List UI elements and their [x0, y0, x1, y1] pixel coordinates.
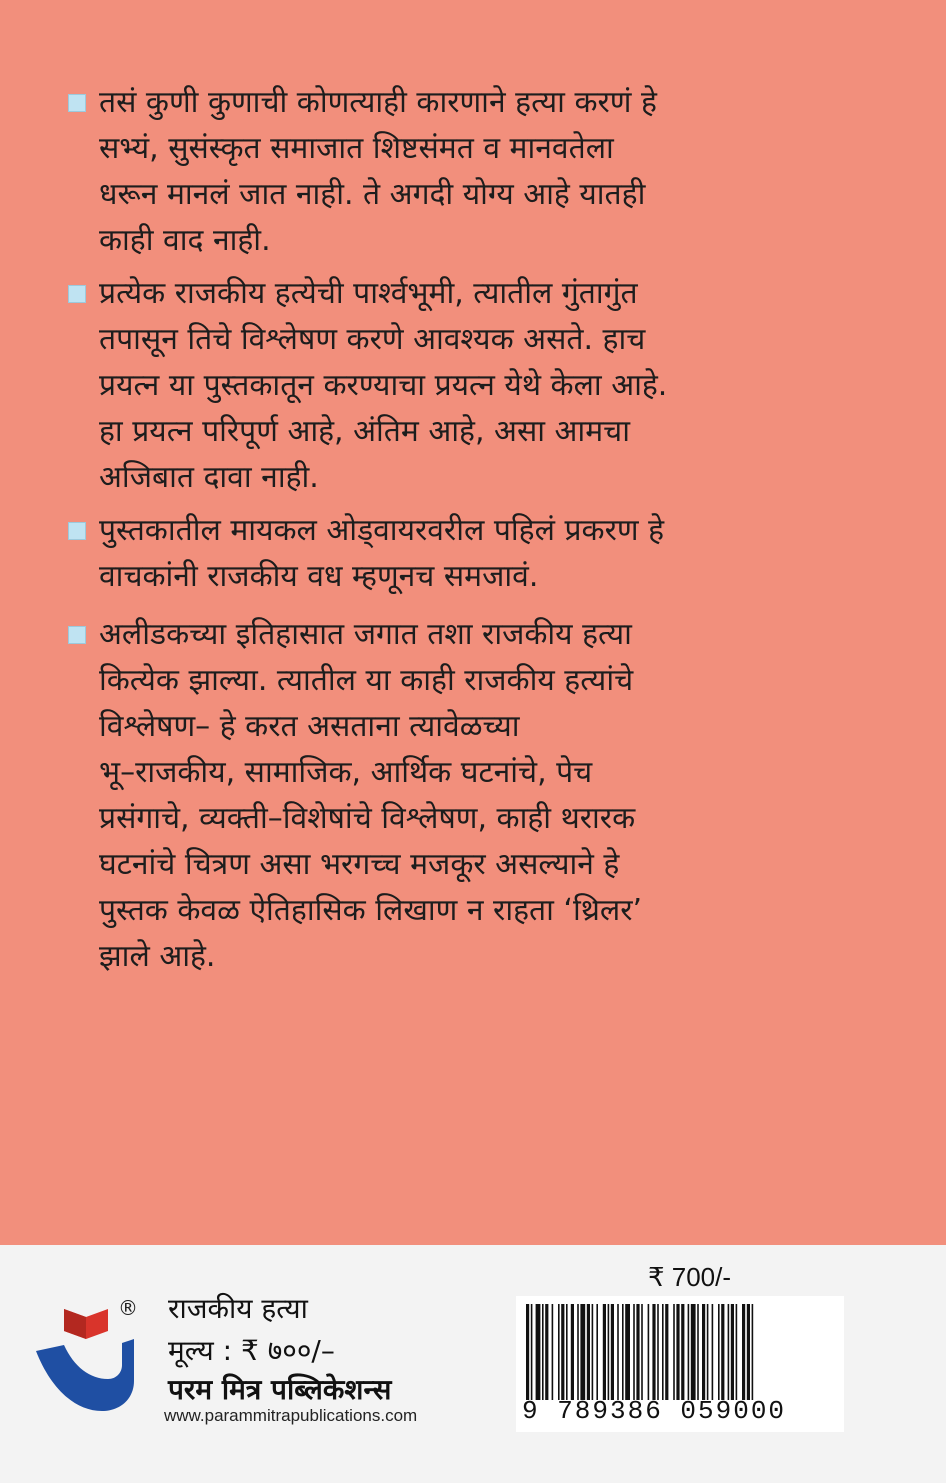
price-line: मूल्य : ₹ ७००/– — [168, 1334, 335, 1367]
blurb-paragraph-2 — [68, 271, 768, 501]
publisher-website: www.parammitrapublications.com — [164, 1406, 418, 1425]
barcode-bar — [625, 1304, 630, 1400]
square-bullet-icon — [68, 94, 86, 112]
barcode-bar — [697, 1304, 699, 1400]
barcode-bar — [662, 1304, 664, 1400]
barcode-bar — [752, 1304, 754, 1400]
barcode-bar — [721, 1304, 724, 1400]
barcode-bar — [536, 1304, 541, 1400]
barcode-bar — [531, 1304, 533, 1400]
barcode-bar — [596, 1304, 598, 1400]
barcode-bar — [691, 1304, 696, 1400]
barcode-bar — [592, 1304, 594, 1400]
blurb-text: प्रत्येक राजकीय हत्येची पार्श्वभूमी, त्यातील गुंतागुंत तपासून तिचे विश्लेषण करणे आवश्यक असते. हाच प्रयत्न या पुस्तकातून करण्याचा प्रयत्न येथे केला आहे. हा प्रयत्न परिपूर्ण आहे, अंतिम आहे, असा आमचा अजिबात दावा नाही. — [99, 276, 668, 495]
barcode-bar — [608, 1304, 610, 1400]
barcode-bar — [657, 1304, 659, 1400]
barcode-bar — [622, 1304, 624, 1400]
barcode-bar — [636, 1304, 639, 1400]
barcode-bar — [688, 1304, 690, 1400]
price-tag: ₹ 700/- — [648, 1262, 732, 1292]
barcode-bar — [742, 1304, 745, 1400]
barcode-bar — [571, 1304, 574, 1400]
barcode-bar — [526, 1304, 529, 1400]
barcode-bar — [712, 1304, 714, 1400]
barcode-bars — [526, 1304, 834, 1400]
barcode-bar — [561, 1304, 564, 1400]
barcode-bar — [681, 1304, 684, 1400]
barcode-bar — [580, 1304, 585, 1400]
barcode-bar — [641, 1304, 643, 1400]
barcode-bar — [603, 1304, 606, 1400]
barcode-bar — [545, 1304, 548, 1400]
barcode-bar — [707, 1304, 709, 1400]
blurb-text: तसं कुणी कुणाची कोणत्याही कारणाने हत्या करणं हे सभ्यं, सुसंस्कृत समाजात शिष्टसंमत व मानवतेला धरून मानलं जात नाही. ते अगदी योग्य आहे यातही काही वाद नाही. — [99, 85, 657, 258]
publisher-name: परम मित्र पब्लिकेशन्स — [168, 1373, 392, 1406]
barcode-bar — [731, 1304, 734, 1400]
barcode-bar — [648, 1304, 650, 1400]
barcode-bar — [633, 1304, 635, 1400]
blurb-paragraph-4 — [68, 612, 768, 980]
barcode-bar — [702, 1304, 705, 1400]
barcode-bar — [673, 1304, 675, 1400]
barcode-bar — [718, 1304, 720, 1400]
barcode-bar — [577, 1304, 579, 1400]
isbn-barcode — [516, 1296, 844, 1432]
square-bullet-icon — [68, 626, 86, 644]
registered-mark: ® — [118, 1296, 138, 1320]
barcode-bar — [587, 1304, 590, 1400]
blurb-text: अलीडकच्या इतिहासात जगात तशा राजकीय हत्या कित्येक झाल्या. त्यातील या काही राजकीय हत्यांचे विश्लेषण– हे करत असताना त्यावेळच्या भू–राजकीय, सामाजिक, आर्थिक घटनांचे, पेच प्रसंगाचे, व्यक्ती–विशेषांचे विश्लेषण, काही थरारक घटनांचे चित्रण असा भरगच्च मजकूर असल्याने हे पुस्तक केवळ ऐतिहासिक लिखाण न राहता ‘थ्रिलर’ झाले आहे. — [99, 617, 643, 974]
square-bullet-icon — [68, 522, 86, 540]
barcode-bar — [566, 1304, 568, 1400]
barcode-bar — [542, 1304, 544, 1400]
blurb-text: पुस्तकातील मायकल ओड्वायरवरील पहिलं प्रकरण हे वाचकांनी राजकीय वध म्हणूनच समजावं. — [99, 513, 665, 594]
barcode-bar — [747, 1304, 750, 1400]
barcode-bar — [665, 1304, 668, 1400]
blurb-paragraph-3 — [68, 508, 768, 600]
book-title: राजकीय हत्या — [168, 1292, 308, 1325]
barcode-bar — [676, 1304, 679, 1400]
barcode-bar — [728, 1304, 730, 1400]
blurb-paragraph-1 — [68, 80, 768, 264]
square-bullet-icon — [68, 285, 86, 303]
barcode-bar — [736, 1304, 738, 1400]
isbn-digits: 9 789386 059000 — [522, 1396, 787, 1426]
barcode-bar — [617, 1304, 619, 1400]
barcode-bar — [558, 1304, 560, 1400]
barcode-bar — [611, 1304, 614, 1400]
barcode-bar — [652, 1304, 655, 1400]
barcode-bar — [552, 1304, 554, 1400]
